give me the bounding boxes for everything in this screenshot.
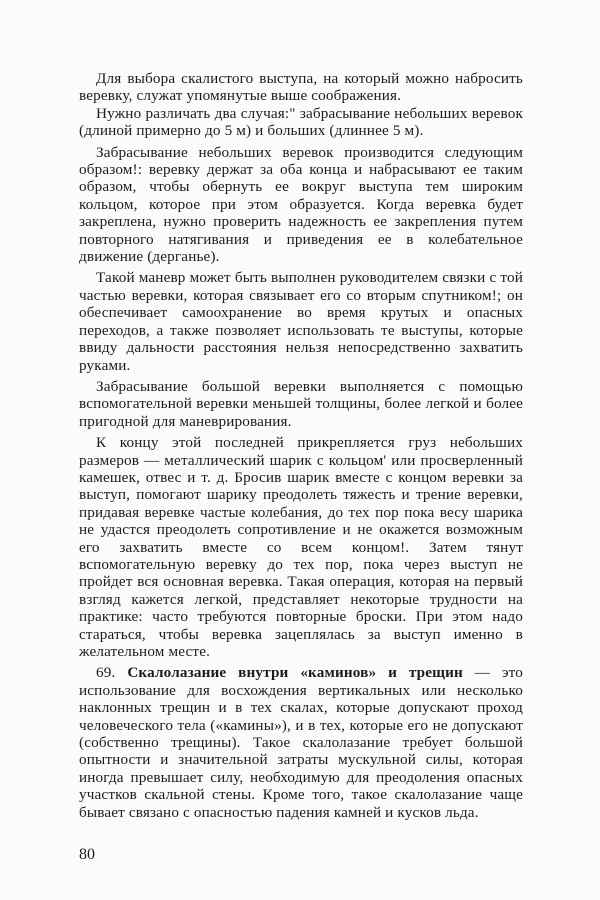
page-number: 80 [79,846,95,863]
paragraph-6: К концу этой последней прикрепляется груз небольших размеров — металлический шарик с кольцом' или просверленный камешек, отвес и т. д. Бросив шарик вместе с концом веревки за выступ, помогают шарику преодолеть тяжесть и трение веревки, придавая веревке частые колебания, до тех пор пока весу шарика не удастся преодолеть сопротивление и не окажется возможным его захватить вместе со всем концом!. Затем тянут вспомогательную веревку до тех пор, пока через выступ не пройдет вся основная веревка. Такая операция, которая на первый взгляд кажется легкой, представляет некоторые трудности на практике: часто требуются повторные броски. При этом надо стараться, чтобы веревка зацеплялась за выступ именно в желательном месте. [79,434,523,660]
paragraph-5: Забрасывание большой веревки выполняется с помощью вспомогательной веревки меньшей толщины, более легкой и более пригодной для маневрирования. [79,377,523,430]
body-text [79,70,523,821]
paragraph-1: Для выбора скалистого выступа, на который можно набросить веревку, служат упомянутые выше соображения. [79,70,523,105]
section-number: 69. [96,664,116,682]
paragraph-3: Забрасывание небольших веревок производится следующим образом!: веревку держат за оба конца и набрасывают ее таким образом, чтобы обернуть ее вокруг выступа тем широким кольцом, которое при этом образуется. Когда веревка будет закреплена, нужно проверить надежность ее закрепления путем повторного натягивания и приведения ее в колебательное движение (дерганье). [79,143,523,266]
section-69 [79,664,523,821]
section-heading: Скалолазание внутри «каминов» и трещин [127,664,463,682]
section-text: — это использование для восхождения вертикальных или несколько наклонных трещин и в тех скалах, которые допускают проход человеческого тела («камины»), и в тех, которые его не допускают (собственно трещины). Такое скалолазание требует большой опытности и значительной затраты мускульной силы, которая иногда превышает силу, необходимую для преодоления опасных участков скальной стены. Кроме того, такое скалолазание чаще бывает связано с опасностью падения камней и кусков льда. [79,664,524,821]
paragraph-4: Такой маневр может быть выполнен руководителем связки с той частью веревки, которая связывает его со вторым спутником!; он обеспечивает самоохранение во время крутых и опасных переходов, а также позволяет использовать те выступы, которые ввиду дальности расстояния нельзя непосредственно захватить руками. [79,269,523,374]
paragraph-2: Нужно различать два случая:" забрасывание небольших веревок (длиной примерно до 5 м) и больших (длиннее 5 м). [79,104,523,140]
